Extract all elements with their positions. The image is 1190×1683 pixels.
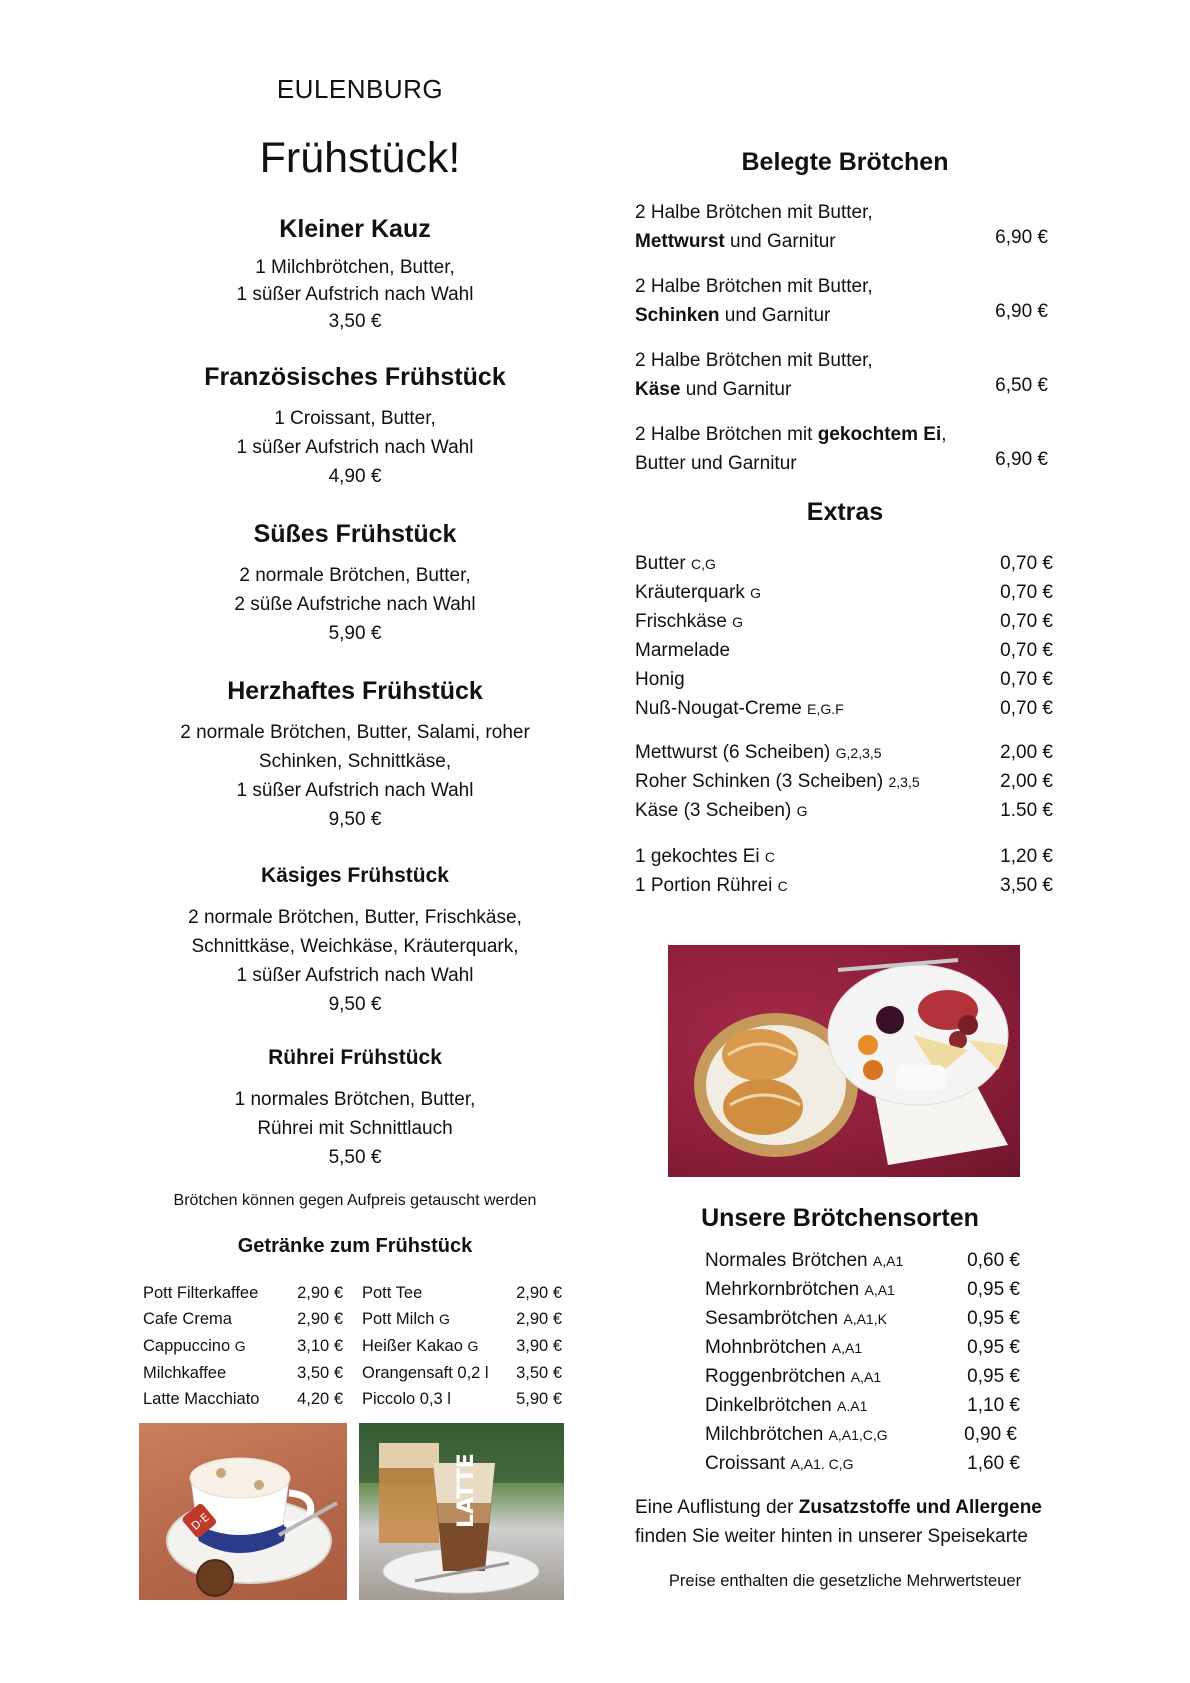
breakfast-price: 9,50 €	[328, 994, 382, 1015]
roll-price: 6,90 €	[995, 301, 1048, 322]
extra-row: Marmelade 0,70 €	[635, 640, 1053, 661]
drink-row	[143, 1360, 343, 1387]
roll-type-row: Mehrkornbrötchen A,A1 0,95 €	[705, 1279, 1020, 1300]
allergen-code: A.A1	[837, 1398, 868, 1414]
coffee-cup-illustration	[139, 1423, 347, 1600]
roll-line-2: Mettwurst und Garnitur	[635, 231, 836, 252]
breakfast-line: 2 normale Brötchen, Butter,	[239, 565, 471, 586]
breakfast-kaesiges	[80, 861, 630, 1019]
drink-name: Cappuccino	[143, 1337, 231, 1355]
roll-line-2: Käse und Garnitur	[635, 379, 792, 400]
roll-type-row: Normales Brötchen A,A1 0,60 €	[705, 1250, 1020, 1271]
breakfast-ruehrei	[80, 1043, 630, 1172]
extra-row: Frischkäse G 0,70 €	[635, 611, 1053, 632]
allergen-code: A,A1	[864, 1282, 895, 1298]
extra-row: 1 Portion Rührei C 3,50 €	[635, 875, 1053, 896]
drink-row	[362, 1360, 562, 1387]
roll-line-2: Butter und Garnitur	[635, 453, 797, 474]
breakfast-line: Schnittkäse, Weichkäse, Kräuterquark,	[191, 936, 519, 957]
extra-row: Kräuterquark G 0,70 €	[635, 582, 1053, 603]
breakfast-line: 1 süßer Aufstrich nach Wahl	[236, 437, 474, 458]
page-title: Frühstück!	[259, 134, 461, 182]
extra-row: Honig 0,70 €	[635, 669, 1053, 690]
glass-label-text: LATTE	[454, 1453, 479, 1528]
drink-price: 4,20 €	[297, 1390, 343, 1408]
breakfast-name: Rührei Frühstück	[268, 1046, 442, 1069]
breakfast-name: Herzhaftes Frühstück	[227, 677, 483, 705]
breakfast-line: 1 süßer Aufstrich nach Wahl	[236, 284, 474, 305]
allergen-code: A,A1	[872, 1253, 904, 1269]
drink-price: 3,10 €	[297, 1337, 343, 1355]
allergen-code: C,G	[690, 556, 716, 572]
allergen-code: G	[467, 1338, 479, 1354]
drink-row	[362, 1280, 562, 1307]
extra-row: 1 gekochtes Ei C 1,20 €	[635, 846, 1053, 867]
breakfast-name: Süßes Frühstück	[253, 520, 457, 548]
roll-item	[635, 346, 1048, 404]
breakfast-herzhaftes	[80, 674, 630, 834]
roll-item	[635, 420, 1048, 478]
allergen-code: A,A1,K	[843, 1311, 887, 1327]
breakfast-line: Rührei mit Schnittlauch	[257, 1118, 453, 1139]
allergen-code: A,A1. C,G	[790, 1456, 854, 1472]
roll-price: 6,50 €	[995, 375, 1048, 396]
allergen-code: G,2,3,5	[835, 745, 882, 761]
breakfast-line: 2 süße Aufstriche nach Wahl	[234, 594, 476, 615]
tax-note: Preise enthalten die gesetzliche Mehrwertsteuer	[668, 1572, 1022, 1590]
allergen-code: G	[750, 585, 762, 601]
breakfast-line: 2 normale Brötchen, Butter, Salami, roher	[180, 722, 530, 743]
latte-photo	[359, 1423, 564, 1600]
roll-type-row: Sesambrötchen A,A1,K 0,95 €	[705, 1308, 1020, 1329]
extra-row: Mettwurst (6 Scheiben) G,2,3,5 2,00 €	[635, 742, 1053, 763]
drink-name: Milchkaffee	[143, 1364, 227, 1382]
allergen-code: A,A1	[850, 1369, 882, 1385]
roll-item	[635, 198, 1048, 256]
breakfast-line: Schinken, Schnittkäse,	[258, 751, 452, 772]
breakfast-name: Kleiner Kauz	[279, 215, 431, 243]
drink-price: 2,90 €	[297, 1310, 343, 1328]
roll-type-row: Dinkelbrötchen A.A1 1,10 €	[705, 1395, 1020, 1416]
drink-price: 3,90 €	[516, 1337, 562, 1355]
drink-name: Pott Milch	[362, 1310, 435, 1328]
cup-logo-text: D·E	[188, 1510, 212, 1533]
breakfast-line: 2 normale Brötchen, Butter, Frischkäse,	[188, 907, 522, 928]
drink-name: Pott Filterkaffee	[143, 1284, 259, 1302]
drink-name: Orangensaft 0,2 l	[362, 1364, 489, 1382]
drink-row	[143, 1333, 343, 1360]
drink-price: 2,90 €	[516, 1310, 562, 1328]
allergen-code: G	[439, 1311, 450, 1327]
extra-row: Nuß-Nougat-Creme E,G.F 0,70 €	[635, 698, 1053, 719]
drink-row	[362, 1306, 562, 1333]
roll-type-row: Mohnbrötchen A,A1 0,95 €	[705, 1337, 1020, 1358]
drink-row	[362, 1386, 562, 1413]
exchange-note: Brötchen können gegen Aufpreis getauscht werden	[173, 1192, 537, 1209]
drink-name: Heißer Kakao	[362, 1337, 463, 1355]
roll-price: 6,90 €	[995, 227, 1048, 248]
roll-line-2: Schinken und Garnitur	[635, 305, 831, 326]
roll-type-row: Milchbrötchen A,A1,C,G 0,90 €	[705, 1424, 1017, 1445]
drink-row	[143, 1280, 343, 1307]
roll-line-1: 2 Halbe Brötchen mit Butter,	[635, 202, 873, 223]
breakfast-kleiner-kauz	[80, 212, 630, 335]
allergen-code: G	[234, 1338, 246, 1354]
brand-name: EULENBURG	[276, 74, 444, 104]
breakfast-price: 4,90 €	[328, 466, 382, 487]
breakfast-line: 1 süßer Aufstrich nach Wahl	[236, 780, 474, 801]
drink-name: Cafe Crema	[143, 1310, 232, 1328]
breakfast-plate-photo	[668, 945, 1020, 1177]
drink-name: Pott Tee	[362, 1284, 423, 1302]
allergen-code: A,A1	[831, 1340, 863, 1356]
breakfast-line: 1 normales Brötchen, Butter,	[234, 1089, 476, 1110]
latte-glass-illustration	[359, 1423, 564, 1600]
drink-row	[362, 1333, 562, 1360]
breakfast-line: 1 Milchbrötchen, Butter,	[255, 257, 455, 278]
allergen-code: G	[732, 614, 744, 630]
breakfast-name: Französisches Frühstück	[204, 363, 506, 391]
roll-price: 6,90 €	[995, 449, 1048, 470]
breakfast-line: 1 süßer Aufstrich nach Wahl	[236, 965, 474, 986]
breakfast-plate-illustration	[668, 945, 1020, 1177]
roll-types-title: Unsere Brötchensorten	[701, 1204, 979, 1232]
extra-row: Roher Schinken (3 Scheiben) 2,3,5 2,00 €	[635, 771, 1053, 792]
drink-row	[143, 1386, 343, 1413]
roll-line-1: 2 Halbe Brötchen mit gekochtem Ei,	[635, 424, 947, 445]
breakfast-name: Käsiges Frühstück	[261, 864, 449, 887]
breakfast-price: 5,50 €	[328, 1147, 382, 1168]
drink-name: Piccolo 0,3 l	[362, 1390, 451, 1408]
drink-row	[143, 1306, 343, 1333]
allergen-code: C	[764, 849, 776, 865]
rolls-title: Belegte Brötchen	[741, 148, 949, 176]
drink-price: 3,50 €	[516, 1364, 562, 1382]
drink-price: 2,90 €	[297, 1284, 343, 1302]
breakfast-franzoesisches	[80, 360, 630, 491]
roll-line-1: 2 Halbe Brötchen mit Butter,	[635, 350, 873, 371]
roll-type-row: Roggenbrötchen A,A1 0,95 €	[705, 1366, 1020, 1387]
roll-line-1: 2 Halbe Brötchen mit Butter,	[635, 276, 873, 297]
allergen-code: G	[796, 803, 808, 819]
extra-row: Käse (3 Scheiben) G 1.50 €	[635, 800, 1053, 821]
drink-price: 2,90 €	[516, 1284, 562, 1302]
allergen-code: C	[777, 878, 788, 894]
breakfast-price: 5,90 €	[328, 623, 382, 644]
allergen-code: 2,3,5	[888, 774, 920, 790]
roll-item	[635, 272, 1048, 330]
breakfast-line: 1 Croissant, Butter,	[274, 408, 436, 429]
coffee-cup-photo	[139, 1423, 347, 1600]
extra-row: Butter C,G 0,70 €	[635, 553, 1053, 574]
breakfast-suesses	[80, 517, 630, 648]
drink-price: 5,90 €	[516, 1390, 562, 1408]
drinks-title: Getränke zum Frühstück	[237, 1235, 473, 1257]
drink-price: 3,50 €	[297, 1364, 343, 1382]
allergen-code: A,A1,C,G	[828, 1427, 888, 1443]
roll-type-row: Croissant A,A1. C,G 1,60 €	[705, 1453, 1020, 1474]
allergen-code: E,G.F	[807, 701, 844, 717]
extras-title: Extras	[806, 498, 884, 526]
allergen-note: Eine Auflistung der Zusatzstoffe und Allergene finden Sie weiter hinten in unserer Speisekarte	[635, 1497, 1042, 1547]
drink-name: Latte Macchiato	[143, 1390, 260, 1408]
breakfast-price: 9,50 €	[328, 809, 382, 830]
breakfast-price: 3,50 €	[328, 311, 382, 332]
